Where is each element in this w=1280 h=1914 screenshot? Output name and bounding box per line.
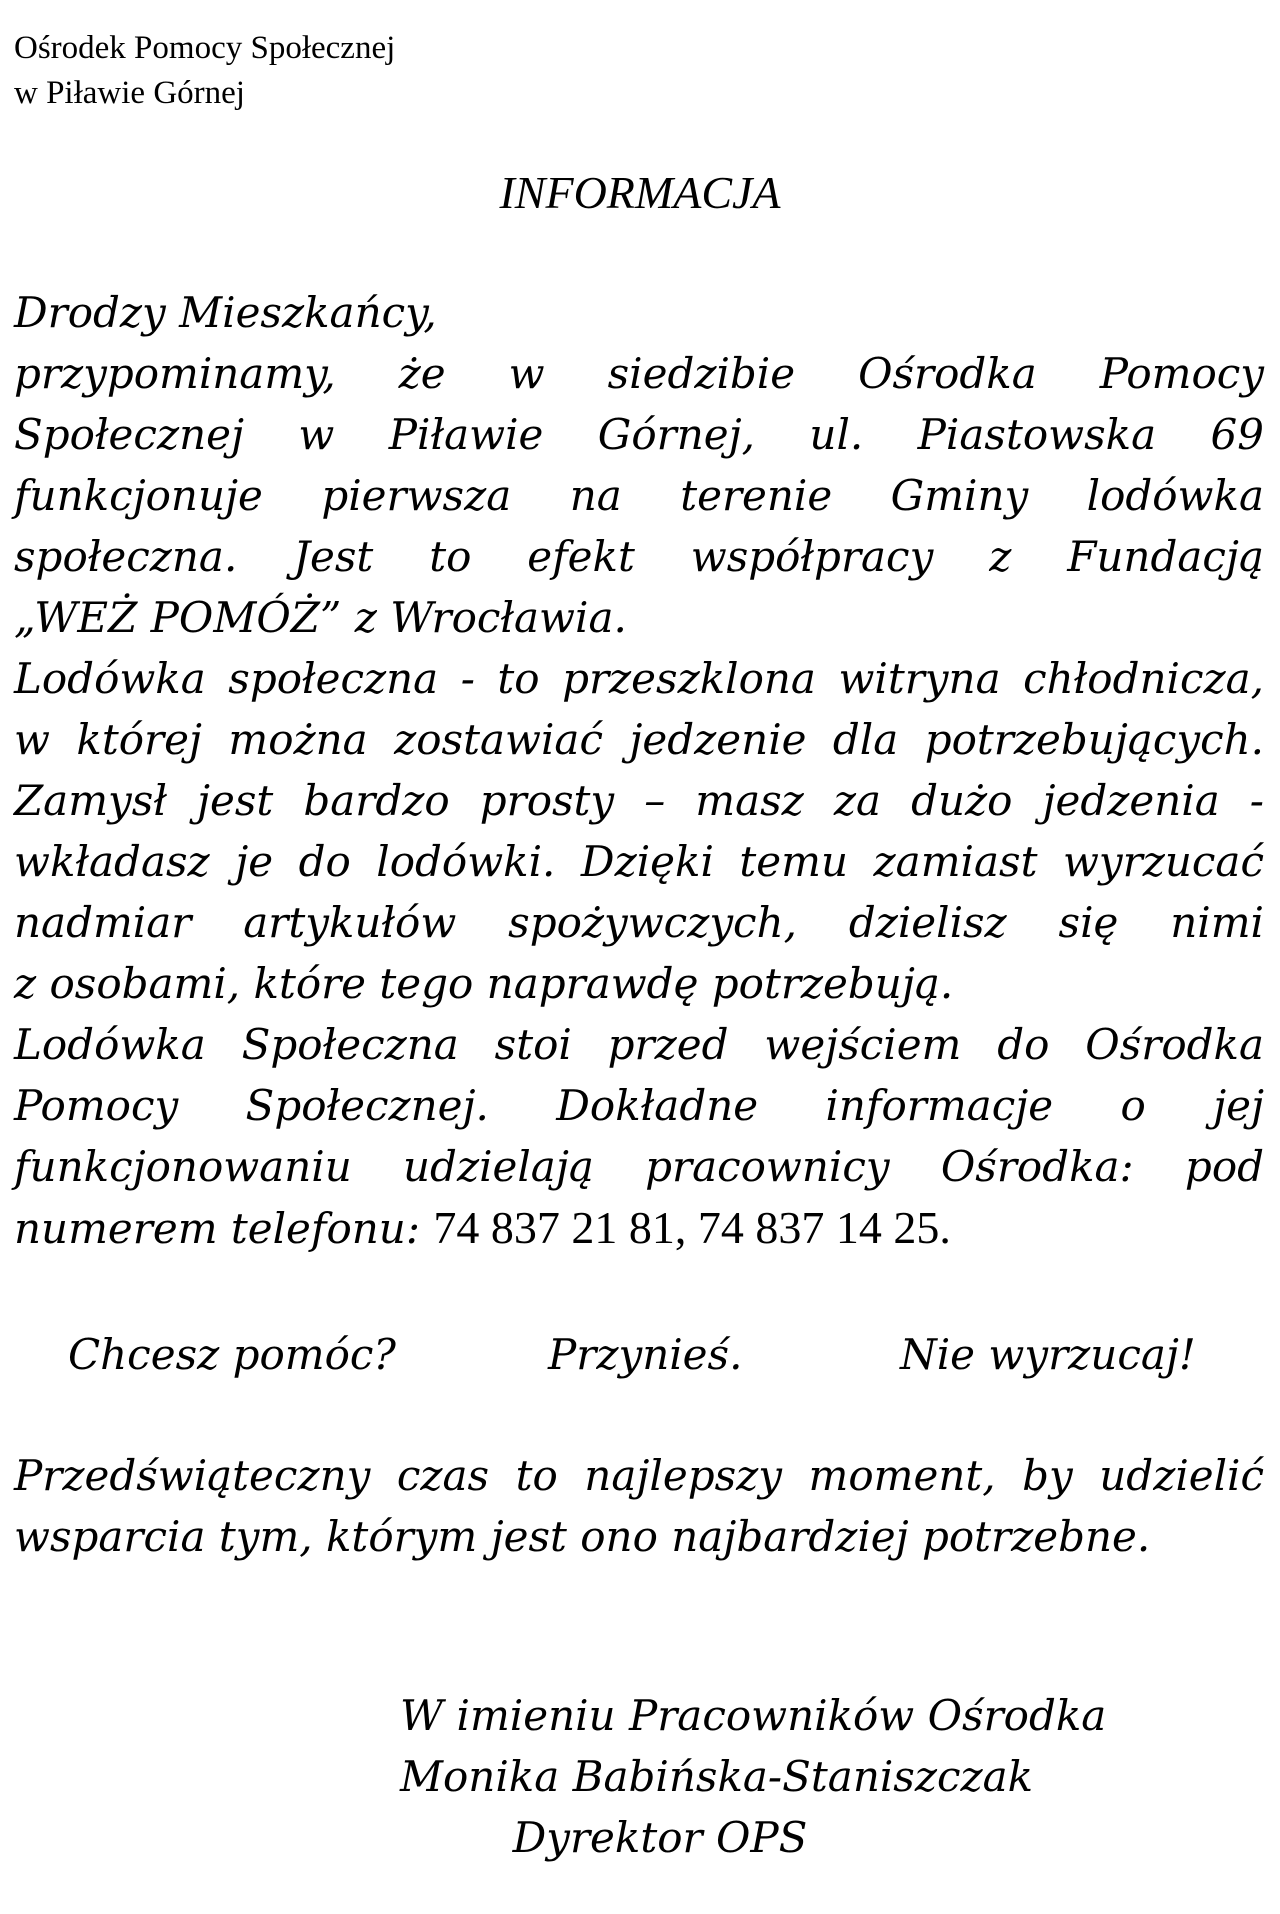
org-name: Ośrodek Pomocy Społecznej <box>14 30 396 66</box>
text-line: funkcjonuje pierwsza na terenie Gminy lodówka <box>14 471 1264 520</box>
text-line: przypominamy, że w siedzibie Ośrodka Pomocy <box>14 349 1264 398</box>
slogans <box>0 1320 1280 1390</box>
slogan-dont-throw: Nie wyrzucaj! <box>900 1330 1196 1379</box>
signature-on-behalf: W imieniu Pracowników Ośrodka <box>400 1691 1107 1740</box>
text-line: Społecznej w Piławie Górnej, ul. Piastowska 69 <box>14 410 1264 459</box>
slogan-help: Chcesz pomóc? <box>68 1330 396 1379</box>
text-line: Przedświąteczny czas to najlepszy moment, by udzielić <box>14 1451 1264 1500</box>
org-location: w Piławie Górnej <box>14 75 245 111</box>
greeting: Drodzy Mieszkańcy, <box>14 288 437 337</box>
signature-name: Monika Babińska-Staniszczak <box>400 1752 1034 1801</box>
organization-header <box>14 26 395 116</box>
text-line: w której można zostawiać jedzenie dla potrzebujących. <box>14 715 1264 764</box>
text-line: Lodówka społeczna - to przeszklona witryna chłodnicza, <box>14 654 1264 703</box>
signature-role: Dyrektor OPS <box>512 1813 808 1862</box>
text-line: społeczna. Jest to efekt współpracy z Fundacją <box>14 532 1264 581</box>
text-line: nadmiar artykułów spożywczych, dzielisz się nimi <box>14 898 1264 947</box>
phone-prefix: numerem telefonu: <box>14 1204 434 1253</box>
signature-block <box>400 1685 1107 1868</box>
text-line: „WEŻ POMÓŻ” z Wrocławia. <box>14 593 627 642</box>
text-line: funkcjonowaniu udzielają pracownicy Ośrodka: pod <box>14 1142 1264 1191</box>
text-line: Lodówka Społeczna stoi przed wejściem do Ośrodka <box>14 1020 1264 1069</box>
phone-line <box>14 1197 1264 1258</box>
main-paragraph <box>14 343 1264 1258</box>
slogan-bring: Przynieś. <box>548 1330 743 1379</box>
closing-paragraph <box>14 1445 1264 1567</box>
phone-numbers: 74 837 21 81, 74 837 14 25. <box>433 1202 951 1253</box>
text-line: Zamysł jest bardzo prosty – masz za dużo jedzenia - <box>14 776 1264 825</box>
document-title: INFORMACJA <box>499 167 781 218</box>
text-line: wkładasz je do lodówki. Dzięki temu zamiast wyrzucać <box>14 837 1264 886</box>
text-line: z osobami, które tego naprawdę potrzebują. <box>14 959 954 1008</box>
text-line: wsparcia tym, którym jest ono najbardziej potrzebne. <box>14 1512 1151 1561</box>
text-line: Pomocy Społecznej. Dokładne informacje o jej <box>14 1081 1264 1130</box>
